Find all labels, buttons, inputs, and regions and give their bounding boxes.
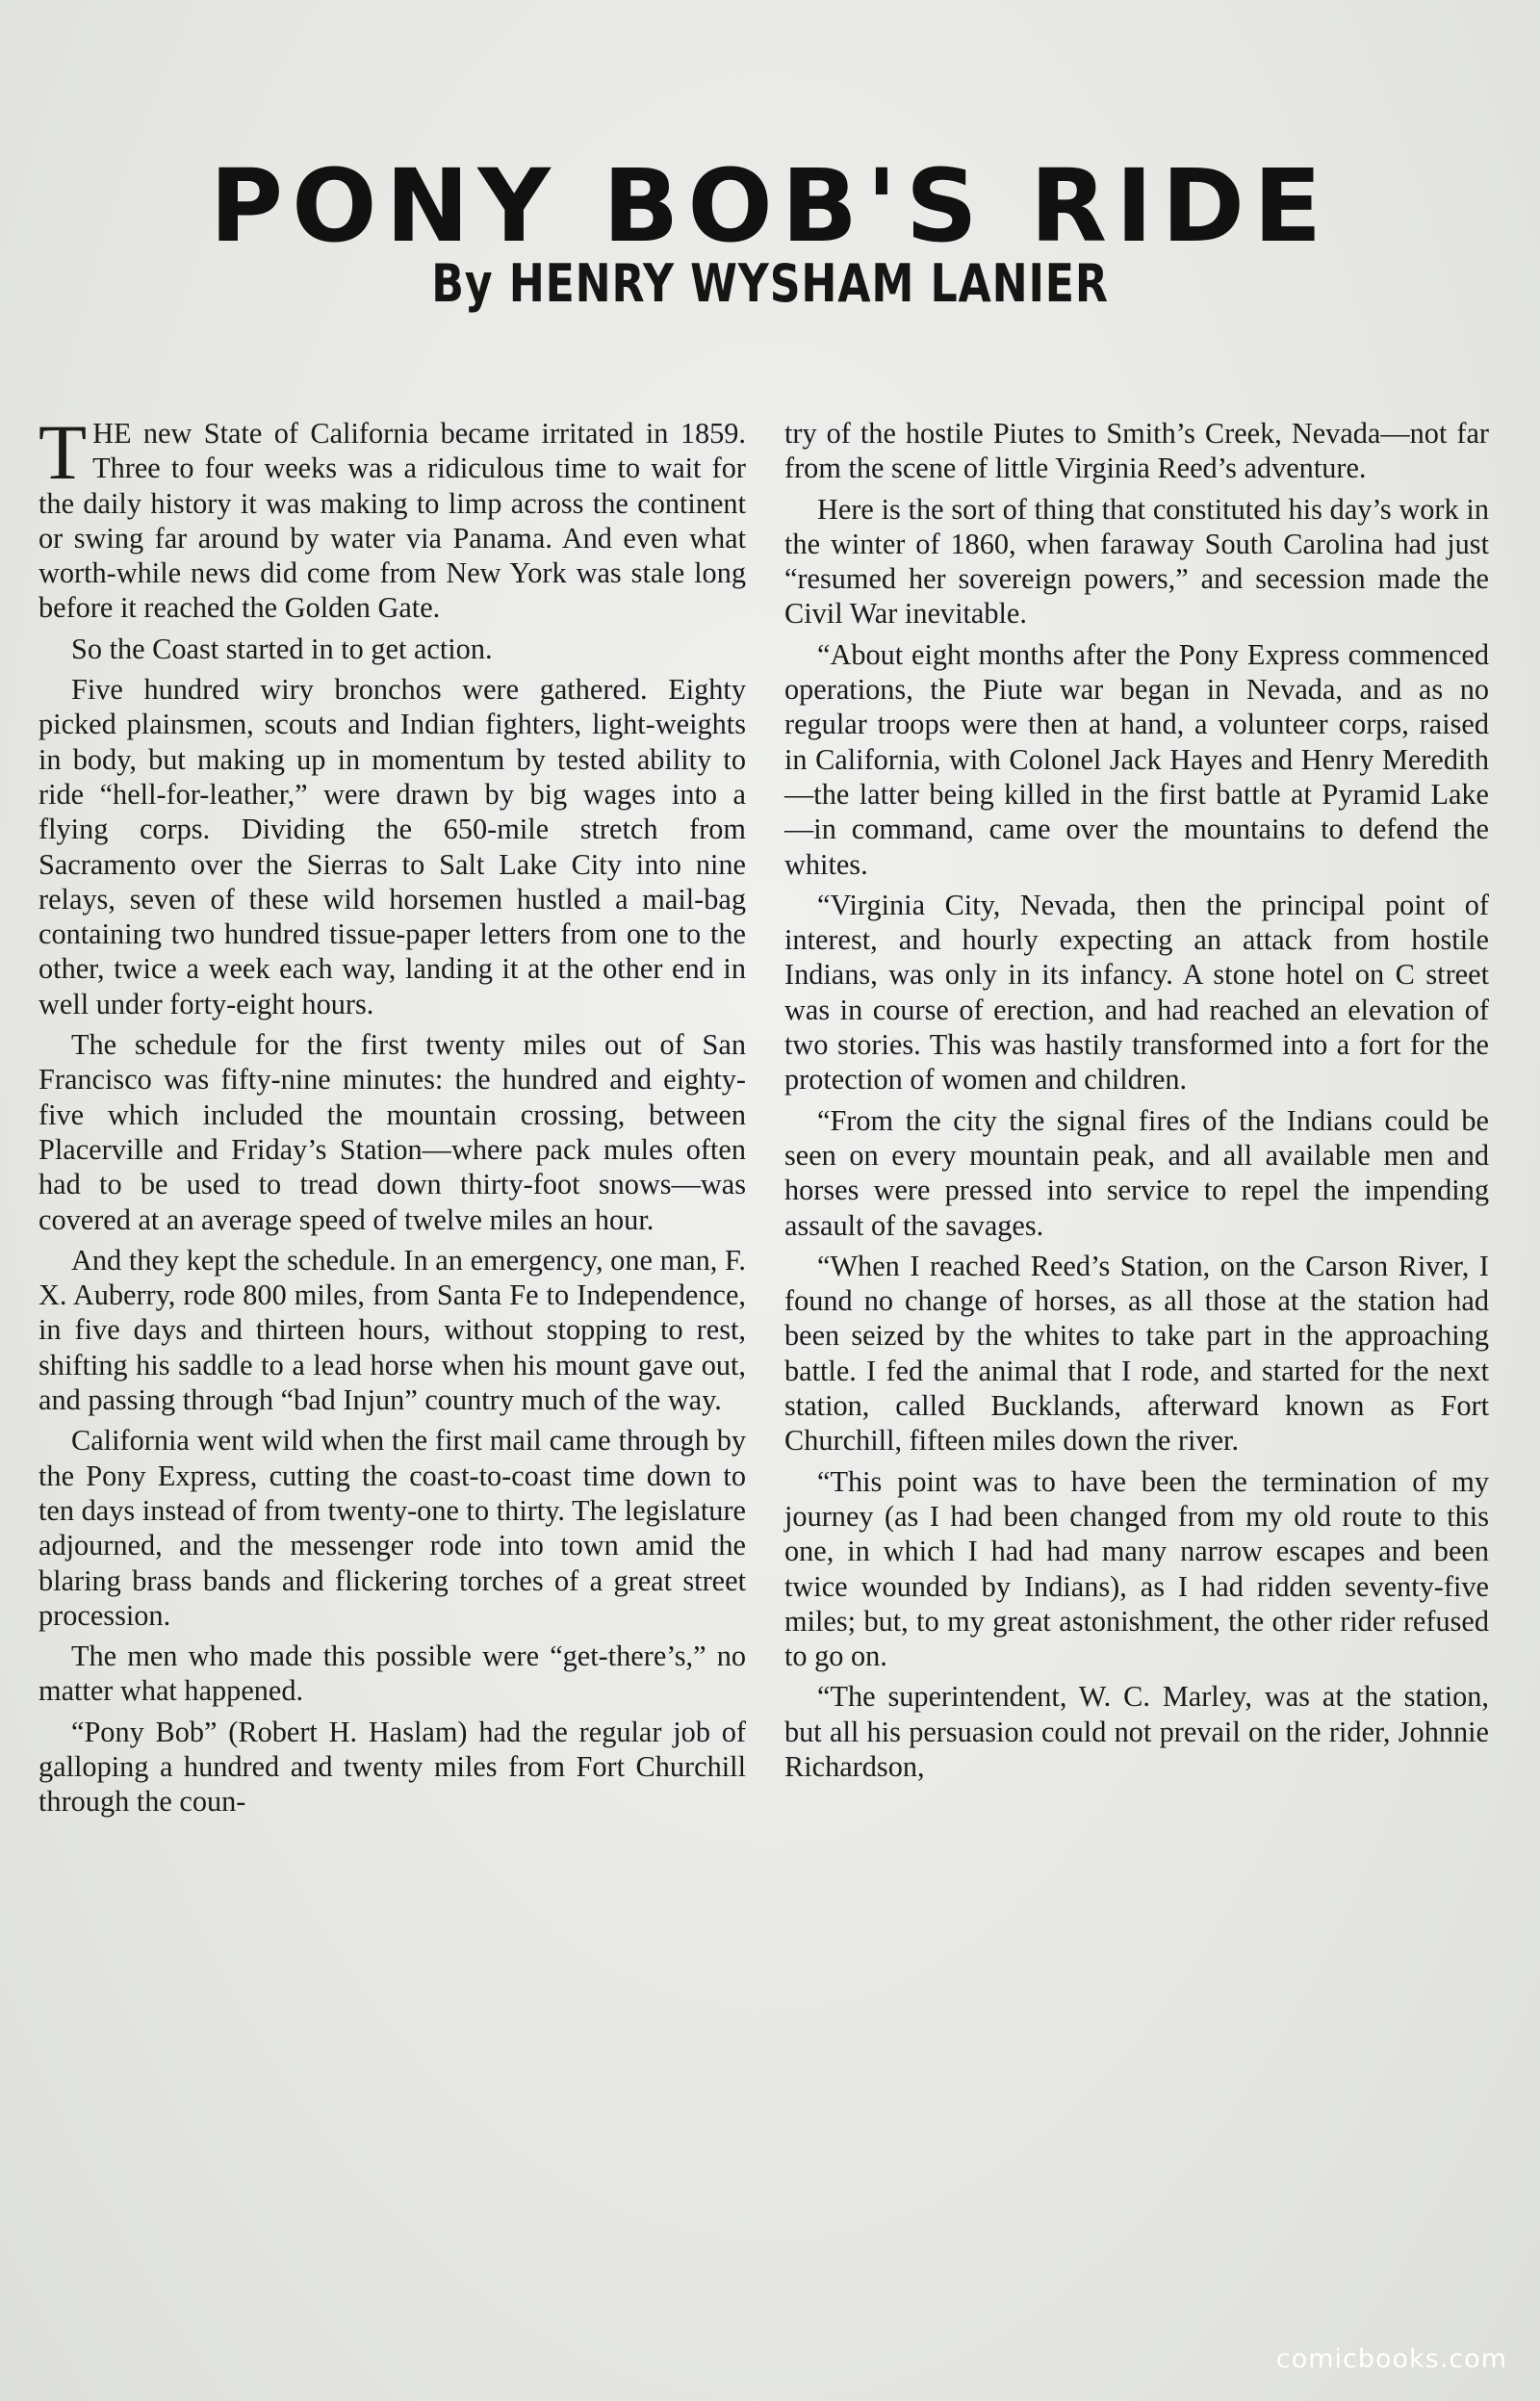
right-column [784,416,1489,1790]
paragraph: And they kept the schedule. In an emergency, one man, F. X. Auberry, rode 800 miles, from Santa Fe to Independence, in five days and thirteen hours, without stopping to rest, shifting his saddle to a lead horse when his mount gave out, and passing through “bad Injun” country much of the way. [38,1243,746,1417]
paragraph: So the Coast started in to get action. [71,632,493,665]
paragraph: “This point was to have been the termination of my journey (as I had been changed from my old route to this one, in which I had had many narrow escapes and been twice wounded by Indians), as I had ridden seventy-five miles; but, to my great astonishment, the other rider refused to go on. [784,1464,1489,1673]
article-byline: By HENRY WYSHAM LANIER [431,253,1109,314]
paragraph: The men who made this possible were “get-there’s,” no matter what happened. [38,1639,746,1708]
paragraph: try of the hostile Piutes to Smith’s Creek, Nevada—not far from the scene of little Virginia Reed’s adventure. [784,417,1489,485]
paragraph: California went wild when the first mail came through by the Pony Express, cutting the coast-to-coast time down to ten days instead of from twenty-one to thirty. The legislature adjourned, and the messenger rode into town amid the blaring brass bands and flickering torches of a great street procession. [38,1424,746,1632]
article-title: PONY BOB'S RIDE [209,146,1331,265]
paragraph: “When I reached Reed’s Station, on the Carson River, I found no change of horses, as all those at the station had been seized by the whites to take part in the approaching battle. I fed the animal that I rode, and started for the next station, called Bucklands, afterward known as Fort Churchill, fifteen miles down the river. [784,1249,1489,1458]
paragraph: The schedule for the first twenty miles out of San Francisco was fifty-nine minutes: the hundred and eighty-five which included the mountain crossing, between Placerville and Friday’s Station—where pack mules often had to be used to tread down thirty-foot snows—was covered at an average speed of twelve miles an hour. [38,1028,746,1236]
paragraph: “Pony Bob” (Robert H. Haslam) had the regular job of galloping a hundred and twenty miles from Fort Churchill through the coun- [38,1715,746,1819]
paragraph: “About eight months after the Pony Express commenced operations, the Piute war began in Nevada, and as no regular troops were then at hand, a volunteer corps, raised in California, with Colonel Jack Hayes and Henry Meredith—the latter being killed in the first battle at Pyramid Lake—in command, came over the mountains to defend the whites. [784,637,1489,881]
paragraph-text: HE new State of California became irritated in 1859. Three to four weeks was a ridiculous time to wait for the daily history it was making to limp across the continent or swing far around by water via Panama. And even what worth-while news did come from New York was stale long before it reached the Golden Gate. [38,417,746,625]
paragraph: “The superintendent, W. C. Marley, was at the station, but all his persuasion could not prevail on the rider, Johnnie Richardson, [784,1680,1489,1783]
site-watermark: comicbooks.com [1275,2344,1507,2374]
drop-cap: T [38,408,88,496]
left-column [38,408,746,1825]
paragraph: “Virginia City, Nevada, then the principal point of interest, and hourly expecting an attack from hostile Indians, was only in its infancy. A stone hotel on C street was in course of erection, and had reached an elevation of two stories. This was hastily transformed into a fort for the protection of women and children. [784,888,1489,1097]
paragraph [38,408,746,626]
paragraph: Here is the sort of thing that constituted his day’s work in the winter of 1860, when faraway South Carolina had just “resumed her sovereign powers,” and secession made the Civil War inevitable. [784,492,1489,631]
paragraph: “From the city the signal fires of the Indians could be seen on every mountain peak, and all available men and horses were pressed into service to repel the impending assault of the savages. [784,1103,1489,1242]
paragraph: Five hundred wiry bronchos were gathered. Eighty picked plainsmen, scouts and Indian fighters, light-weights in body, but making up in momentum by tested ability to ride “hell-for-leather,” were drawn by big wages into a flying corps. Dividing the 650-mile stretch from Sacramento over the Sierras to Salt Lake City into nine relays, seven of these wild horsemen hustled a mail-bag containing two hundred tissue-paper letters from one to the other, twice a week each way, landing it at the other end in well under forty-eight hours. [38,673,746,1020]
